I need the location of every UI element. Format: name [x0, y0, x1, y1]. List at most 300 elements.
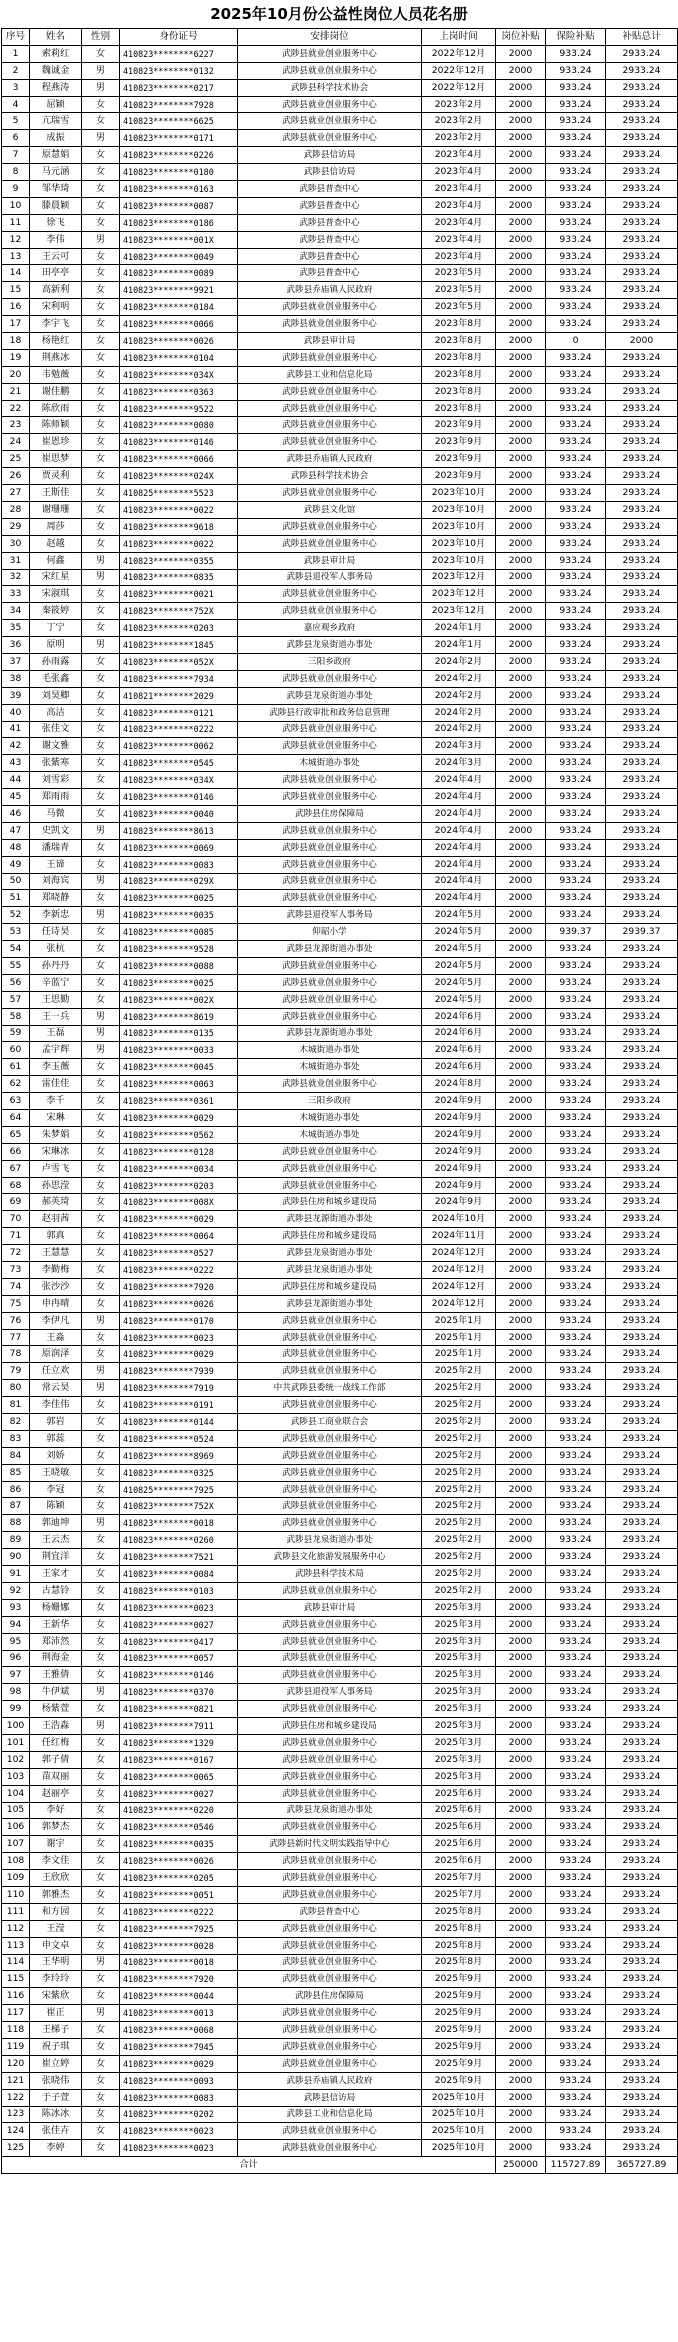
- cell-id-number: 410823********7919: [120, 1380, 238, 1397]
- cell-position: 武陟县就业创业服务中心: [238, 518, 422, 535]
- table-row: [2, 1870, 678, 1887]
- cell-position: 武陟县乔庙镇人民政府: [238, 451, 422, 468]
- cell-seq: 74: [2, 1278, 30, 1295]
- cell-start-date: 2024年12月: [422, 1295, 496, 1312]
- cell-gender: 男: [82, 1008, 120, 1025]
- cell-name: 屈颖: [30, 96, 82, 113]
- cell-name: 荆燕冰: [30, 349, 82, 366]
- cell-start-date: 2023年12月: [422, 586, 496, 603]
- cell-total-subsidy: 2933.24: [606, 1582, 678, 1599]
- cell-name: 孟宇辉: [30, 1042, 82, 1059]
- cell-seq: 42: [2, 738, 30, 755]
- cell-gender: 女: [82, 1768, 120, 1785]
- cell-gender: 男: [82, 569, 120, 586]
- cell-total-subsidy: 2933.24: [606, 2005, 678, 2022]
- cell-seq: 91: [2, 1566, 30, 1583]
- cell-total-subsidy: 2933.24: [606, 1650, 678, 1667]
- cell-post-subsidy: 2000: [496, 2106, 546, 2123]
- cell-name: 郑晓静: [30, 890, 82, 907]
- table-row: [2, 2089, 678, 2106]
- cell-insurance-subsidy: 933.24: [546, 417, 606, 434]
- cell-name: 王磊: [30, 1025, 82, 1042]
- cell-gender: 女: [82, 772, 120, 789]
- cell-post-subsidy: 2000: [496, 164, 546, 181]
- cell-insurance-subsidy: 933.24: [546, 535, 606, 552]
- cell-seq: 87: [2, 1498, 30, 1515]
- cell-total-subsidy: 2933.24: [606, 130, 678, 147]
- cell-id-number: 410825********5523: [120, 485, 238, 502]
- cell-position: 武陟县审计局: [238, 1599, 422, 1616]
- cell-position: 武陟县就业创业服务中心: [238, 1346, 422, 1363]
- cell-insurance-subsidy: 933.24: [546, 1363, 606, 1380]
- cell-insurance-subsidy: 933.24: [546, 518, 606, 535]
- cell-seq: 67: [2, 1160, 30, 1177]
- cell-position: 武陟县就业创业服务中心: [238, 721, 422, 738]
- table-row: [2, 2022, 678, 2039]
- cell-post-subsidy: 2000: [496, 1211, 546, 1228]
- cell-post-subsidy: 2000: [496, 231, 546, 248]
- cell-gender: 女: [82, 1870, 120, 1887]
- cell-gender: 男: [82, 1363, 120, 1380]
- cell-post-subsidy: 2000: [496, 1430, 546, 1447]
- cell-total-subsidy: 2933.24: [606, 62, 678, 79]
- cell-seq: 93: [2, 1599, 30, 1616]
- cell-insurance-subsidy: 933.24: [546, 1718, 606, 1735]
- cell-name: 滕晨颖: [30, 197, 82, 214]
- cell-gender: 女: [82, 957, 120, 974]
- cell-name: 韦勉薇: [30, 366, 82, 383]
- cell-insurance-subsidy: 933.24: [546, 603, 606, 620]
- cell-seq: 80: [2, 1380, 30, 1397]
- cell-post-subsidy: 2000: [496, 1397, 546, 1414]
- cell-total-subsidy: 2933.24: [606, 79, 678, 96]
- cell-name: 谢佳鹏: [30, 383, 82, 400]
- table-row: [2, 1059, 678, 1076]
- cell-id-number: 410823********0146: [120, 1667, 238, 1684]
- cell-insurance-subsidy: 933.24: [546, 991, 606, 1008]
- cell-post-subsidy: 2000: [496, 1633, 546, 1650]
- table-row: [2, 1211, 678, 1228]
- cell-position: 武陟县就业创业服务中心: [238, 2055, 422, 2072]
- cell-insurance-subsidy: 933.24: [546, 1380, 606, 1397]
- cell-id-number: 410823********0029: [120, 2055, 238, 2072]
- cell-insurance-subsidy: 933.24: [546, 1110, 606, 1127]
- cell-position: 三阳乡政府: [238, 653, 422, 670]
- cell-start-date: 2024年2月: [422, 653, 496, 670]
- cell-post-subsidy: 2000: [496, 822, 546, 839]
- cell-name: 王斯佳: [30, 485, 82, 502]
- cell-insurance-subsidy: 933.24: [546, 265, 606, 282]
- cell-total-subsidy: 2000: [606, 333, 678, 350]
- cell-position: 武陟县审计局: [238, 333, 422, 350]
- cell-id-number: 410823********0063: [120, 1076, 238, 1093]
- cell-insurance-subsidy: 933.24: [546, 366, 606, 383]
- cell-id-number: 410823********0080: [120, 417, 238, 434]
- cell-id-number: 410823********0103: [120, 1582, 238, 1599]
- cell-position: 武陟县龙泉街道办事处: [238, 687, 422, 704]
- cell-position: 武陟县龙源街道办事处: [238, 1295, 422, 1312]
- cell-id-number: 410823********0057: [120, 1650, 238, 1667]
- cell-name: 辛蓝宁: [30, 974, 82, 991]
- cell-gender: 女: [82, 1802, 120, 1819]
- cell-position: 武陟县普查中心: [238, 265, 422, 282]
- cell-name: 成振: [30, 130, 82, 147]
- cell-insurance-subsidy: 933.24: [546, 1988, 606, 2005]
- cell-start-date: 2023年2月: [422, 130, 496, 147]
- totals-insurance-subsidy: 115727.89: [546, 2157, 606, 2174]
- cell-position: 武陟县工商业联合会: [238, 1414, 422, 1431]
- cell-post-subsidy: 2000: [496, 349, 546, 366]
- cell-position: 武陟县龙源街道办事处: [238, 1211, 422, 1228]
- cell-start-date: 2022年12月: [422, 79, 496, 96]
- cell-id-number: 410823********6227: [120, 45, 238, 62]
- cell-id-number: 410823********0028: [120, 1937, 238, 1954]
- cell-name: 于子萱: [30, 2089, 82, 2106]
- cell-start-date: 2025年9月: [422, 1971, 496, 1988]
- cell-start-date: 2024年3月: [422, 755, 496, 772]
- cell-seq: 119: [2, 2038, 30, 2055]
- cell-insurance-subsidy: 933.24: [546, 738, 606, 755]
- cell-total-subsidy: 2933.24: [606, 1295, 678, 1312]
- cell-start-date: 2025年3月: [422, 1718, 496, 1735]
- cell-post-subsidy: 2000: [496, 2123, 546, 2140]
- cell-total-subsidy: 2933.24: [606, 1076, 678, 1093]
- cell-seq: 37: [2, 653, 30, 670]
- cell-name: 崔立婷: [30, 2055, 82, 2072]
- cell-seq: 54: [2, 941, 30, 958]
- cell-start-date: 2025年3月: [422, 1734, 496, 1751]
- cell-name: 马元涵: [30, 164, 82, 181]
- cell-seq: 14: [2, 265, 30, 282]
- table-row: [2, 400, 678, 417]
- table-row: [2, 2055, 678, 2072]
- cell-id-number: 410823********7911: [120, 1718, 238, 1735]
- cell-total-subsidy: 2933.24: [606, 2055, 678, 2072]
- cell-name: 宋淑琪: [30, 586, 82, 603]
- cell-start-date: 2025年3月: [422, 1616, 496, 1633]
- cell-position: 武陟县就业创业服务中心: [238, 822, 422, 839]
- cell-position: 武陟县就业创业服务中心: [238, 1312, 422, 1329]
- cell-total-subsidy: 2933.24: [606, 552, 678, 569]
- table-row: [2, 1532, 678, 1549]
- table-row: [2, 1667, 678, 1684]
- cell-gender: 男: [82, 2005, 120, 2022]
- cell-post-subsidy: 2000: [496, 130, 546, 147]
- cell-name: 孙丹丹: [30, 957, 82, 974]
- cell-start-date: 2024年6月: [422, 1042, 496, 1059]
- cell-insurance-subsidy: 933.24: [546, 214, 606, 231]
- cell-name: 常云昊: [30, 1380, 82, 1397]
- cell-insurance-subsidy: 933.24: [546, 1954, 606, 1971]
- cell-insurance-subsidy: 933.24: [546, 1768, 606, 1785]
- cell-post-subsidy: 2000: [496, 2055, 546, 2072]
- cell-insurance-subsidy: 933.24: [546, 1566, 606, 1583]
- cell-start-date: 2025年8月: [422, 1920, 496, 1937]
- cell-post-subsidy: 2000: [496, 1329, 546, 1346]
- cell-name: 宋红星: [30, 569, 82, 586]
- cell-total-subsidy: 2933.24: [606, 805, 678, 822]
- cell-position: 武陟县龙泉街道办事处: [238, 1532, 422, 1549]
- cell-start-date: 2025年10月: [422, 2089, 496, 2106]
- cell-gender: 女: [82, 687, 120, 704]
- cell-gender: 女: [82, 974, 120, 991]
- cell-start-date: 2023年8月: [422, 366, 496, 383]
- cell-id-number: 410823********0186: [120, 214, 238, 231]
- cell-total-subsidy: 2933.24: [606, 1616, 678, 1633]
- table-row: [2, 2072, 678, 2089]
- header-seq: 序号: [2, 29, 30, 46]
- cell-total-subsidy: 2933.24: [606, 299, 678, 316]
- cell-name: 贾灵利: [30, 468, 82, 485]
- table-row: [2, 1312, 678, 1329]
- cell-seq: 81: [2, 1397, 30, 1414]
- cell-seq: 124: [2, 2123, 30, 2140]
- cell-insurance-subsidy: 933.24: [546, 2038, 606, 2055]
- cell-post-subsidy: 2000: [496, 2072, 546, 2089]
- cell-name: 古慧铃: [30, 1582, 82, 1599]
- table-row: [2, 383, 678, 400]
- cell-insurance-subsidy: 933.24: [546, 147, 606, 164]
- cell-total-subsidy: 2933.24: [606, 1667, 678, 1684]
- cell-insurance-subsidy: 933.24: [546, 1329, 606, 1346]
- cell-seq: 86: [2, 1481, 30, 1498]
- cell-seq: 29: [2, 518, 30, 535]
- cell-post-subsidy: 2000: [496, 1481, 546, 1498]
- cell-gender: 女: [82, 113, 120, 130]
- cell-insurance-subsidy: 933.24: [546, 1903, 606, 1920]
- cell-total-subsidy: 2933.24: [606, 1836, 678, 1853]
- cell-gender: 女: [82, 924, 120, 941]
- table-row: [2, 1566, 678, 1583]
- cell-insurance-subsidy: 933.24: [546, 586, 606, 603]
- cell-total-subsidy: 2933.24: [606, 113, 678, 130]
- cell-id-number: 410823********7928: [120, 96, 238, 113]
- cell-name: 宋琳冰: [30, 1143, 82, 1160]
- cell-total-subsidy: 2933.24: [606, 2123, 678, 2140]
- cell-total-subsidy: 2933.24: [606, 1566, 678, 1583]
- cell-position: 武陟县就业创业服务中心: [238, 383, 422, 400]
- table-row: [2, 96, 678, 113]
- cell-start-date: 2025年1月: [422, 1346, 496, 1363]
- cell-name: 原慧娟: [30, 147, 82, 164]
- cell-name: 张佳卉: [30, 2123, 82, 2140]
- cell-post-subsidy: 2000: [496, 704, 546, 721]
- cell-start-date: 2024年4月: [422, 822, 496, 839]
- cell-post-subsidy: 2000: [496, 1768, 546, 1785]
- table-row: [2, 1363, 678, 1380]
- cell-gender: 女: [82, 1143, 120, 1160]
- cell-id-number: 410823********0065: [120, 1768, 238, 1785]
- cell-seq: 108: [2, 1853, 30, 1870]
- cell-post-subsidy: 2000: [496, 1582, 546, 1599]
- cell-start-date: 2025年9月: [422, 2022, 496, 2039]
- cell-post-subsidy: 2000: [496, 1701, 546, 1718]
- cell-position: 武陟县就业创业服务中心: [238, 772, 422, 789]
- table-row: [2, 485, 678, 502]
- cell-gender: 女: [82, 738, 120, 755]
- cell-seq: 8: [2, 164, 30, 181]
- cell-id-number: 410823********0146: [120, 434, 238, 451]
- cell-seq: 102: [2, 1751, 30, 1768]
- cell-name: 任立欢: [30, 1363, 82, 1380]
- cell-id-number: 410823********1845: [120, 637, 238, 654]
- cell-total-subsidy: 2933.24: [606, 721, 678, 738]
- cell-total-subsidy: 2933.24: [606, 197, 678, 214]
- cell-id-number: 410823********0087: [120, 197, 238, 214]
- cell-post-subsidy: 2000: [496, 501, 546, 518]
- cell-gender: 女: [82, 1397, 120, 1414]
- table-row: [2, 1498, 678, 1515]
- cell-start-date: 2025年8月: [422, 1937, 496, 1954]
- cell-start-date: 2023年4月: [422, 164, 496, 181]
- cell-total-subsidy: 2933.24: [606, 1447, 678, 1464]
- cell-post-subsidy: 2000: [496, 197, 546, 214]
- cell-post-subsidy: 2000: [496, 417, 546, 434]
- cell-total-subsidy: 2933.24: [606, 2089, 678, 2106]
- cell-total-subsidy: 2933.24: [606, 991, 678, 1008]
- cell-gender: 男: [82, 822, 120, 839]
- cell-id-number: 410823********0062: [120, 738, 238, 755]
- cell-insurance-subsidy: 933.24: [546, 400, 606, 417]
- cell-seq: 3: [2, 79, 30, 96]
- cell-position: 武陟县就业创业服务中心: [238, 1701, 422, 1718]
- cell-post-subsidy: 2000: [496, 1380, 546, 1397]
- cell-id-number: 410823********029X: [120, 873, 238, 890]
- cell-seq: 13: [2, 248, 30, 265]
- cell-gender: 女: [82, 434, 120, 451]
- cell-insurance-subsidy: 933.24: [546, 1295, 606, 1312]
- cell-name: 雷佳佳: [30, 1076, 82, 1093]
- cell-name: 孙思滢: [30, 1177, 82, 1194]
- cell-start-date: 2024年12月: [422, 1278, 496, 1295]
- table-row: [2, 1734, 678, 1751]
- cell-start-date: 2023年8月: [422, 349, 496, 366]
- cell-seq: 112: [2, 1920, 30, 1937]
- cell-position: 武陟县就业创业服务中心: [238, 2022, 422, 2039]
- cell-insurance-subsidy: 933.24: [546, 755, 606, 772]
- cell-start-date: 2025年2月: [422, 1363, 496, 1380]
- cell-insurance-subsidy: 933.24: [546, 2005, 606, 2022]
- cell-position: 武陟县就业创业服务中心: [238, 485, 422, 502]
- cell-id-number: 410823********0527: [120, 1245, 238, 1262]
- cell-id-number: 410823********8613: [120, 822, 238, 839]
- cell-position: 木城街道办事处: [238, 1126, 422, 1143]
- table-row: [2, 924, 678, 941]
- table-row: [2, 1481, 678, 1498]
- cell-insurance-subsidy: 933.24: [546, 1667, 606, 1684]
- cell-position: 武陟县科学技术协会: [238, 468, 422, 485]
- cell-seq: 39: [2, 687, 30, 704]
- table-row: [2, 2123, 678, 2140]
- cell-gender: 女: [82, 1650, 120, 1667]
- cell-start-date: 2024年9月: [422, 1126, 496, 1143]
- cell-position: 木城街道办事处: [238, 755, 422, 772]
- cell-gender: 女: [82, 2106, 120, 2123]
- cell-position: 武陟县就业创业服务中心: [238, 586, 422, 603]
- cell-position: 武陟县就业创业服务中心: [238, 738, 422, 755]
- cell-insurance-subsidy: 933.24: [546, 704, 606, 721]
- cell-post-subsidy: 2000: [496, 1312, 546, 1329]
- cell-seq: 82: [2, 1414, 30, 1431]
- cell-start-date: 2025年2月: [422, 1481, 496, 1498]
- cell-start-date: 2024年4月: [422, 805, 496, 822]
- cell-gender: 女: [82, 1126, 120, 1143]
- cell-position: 武陟县就业创业服务中心: [238, 1785, 422, 1802]
- cell-start-date: 2025年2月: [422, 1549, 496, 1566]
- cell-seq: 32: [2, 569, 30, 586]
- cell-position: 武陟县退役军人事务局: [238, 907, 422, 924]
- cell-total-subsidy: 2933.24: [606, 1971, 678, 1988]
- cell-gender: 女: [82, 1532, 120, 1549]
- cell-gender: 女: [82, 1093, 120, 1110]
- cell-seq: 48: [2, 839, 30, 856]
- cell-position: 武陟县住房保障局: [238, 805, 422, 822]
- cell-id-number: 410823********0027: [120, 1616, 238, 1633]
- cell-id-number: 410823********0026: [120, 1295, 238, 1312]
- cell-id-number: 410823********752X: [120, 1498, 238, 1515]
- cell-seq: 117: [2, 2005, 30, 2022]
- cell-post-subsidy: 2000: [496, 1160, 546, 1177]
- cell-name: 刘海宾: [30, 873, 82, 890]
- cell-total-subsidy: 2933.24: [606, 1177, 678, 1194]
- cell-name: 崔思梦: [30, 451, 82, 468]
- cell-gender: 女: [82, 1498, 120, 1515]
- cell-id-number: 410823********0821: [120, 1701, 238, 1718]
- cell-post-subsidy: 2000: [496, 400, 546, 417]
- cell-seq: 60: [2, 1042, 30, 1059]
- table-row: [2, 1025, 678, 1042]
- cell-name: 郭蕊: [30, 1430, 82, 1447]
- cell-gender: 女: [82, 1701, 120, 1718]
- table-row: [2, 721, 678, 738]
- cell-id-number: 410823********0051: [120, 1886, 238, 1903]
- cell-seq: 78: [2, 1346, 30, 1363]
- cell-total-subsidy: 2933.24: [606, 1329, 678, 1346]
- cell-name: 谢文雅: [30, 738, 82, 755]
- cell-position: 武陟县信访局: [238, 2089, 422, 2106]
- cell-position: 武陟县就业创业服务中心: [238, 400, 422, 417]
- cell-start-date: 2023年4月: [422, 231, 496, 248]
- cell-insurance-subsidy: 933.24: [546, 197, 606, 214]
- cell-name: 申文卓: [30, 1937, 82, 1954]
- cell-gender: 女: [82, 1633, 120, 1650]
- cell-position: 武陟县龙源街道办事处: [238, 941, 422, 958]
- cell-name: 郑雨雨: [30, 789, 82, 806]
- cell-post-subsidy: 2000: [496, 1819, 546, 1836]
- cell-post-subsidy: 2000: [496, 299, 546, 316]
- cell-post-subsidy: 2000: [496, 434, 546, 451]
- cell-gender: 女: [82, 839, 120, 856]
- cell-insurance-subsidy: 933.24: [546, 1616, 606, 1633]
- cell-id-number: 410823********0355: [120, 552, 238, 569]
- table-row: [2, 839, 678, 856]
- cell-insurance-subsidy: 933.24: [546, 1042, 606, 1059]
- cell-gender: 女: [82, 2072, 120, 2089]
- totals-post-subsidy: 250000: [496, 2157, 546, 2174]
- cell-name: 王华明: [30, 1954, 82, 1971]
- cell-seq: 49: [2, 856, 30, 873]
- cell-id-number: 410823********0093: [120, 2072, 238, 2089]
- cell-name: 亢瑞雪: [30, 113, 82, 130]
- cell-start-date: 2023年4月: [422, 197, 496, 214]
- cell-insurance-subsidy: 933.24: [546, 1464, 606, 1481]
- table-row: [2, 822, 678, 839]
- cell-name: 张紫寒: [30, 755, 82, 772]
- cell-start-date: 2024年9月: [422, 1177, 496, 1194]
- cell-name: 王云杰: [30, 1532, 82, 1549]
- cell-insurance-subsidy: 933.24: [546, 2072, 606, 2089]
- cell-gender: 女: [82, 1937, 120, 1954]
